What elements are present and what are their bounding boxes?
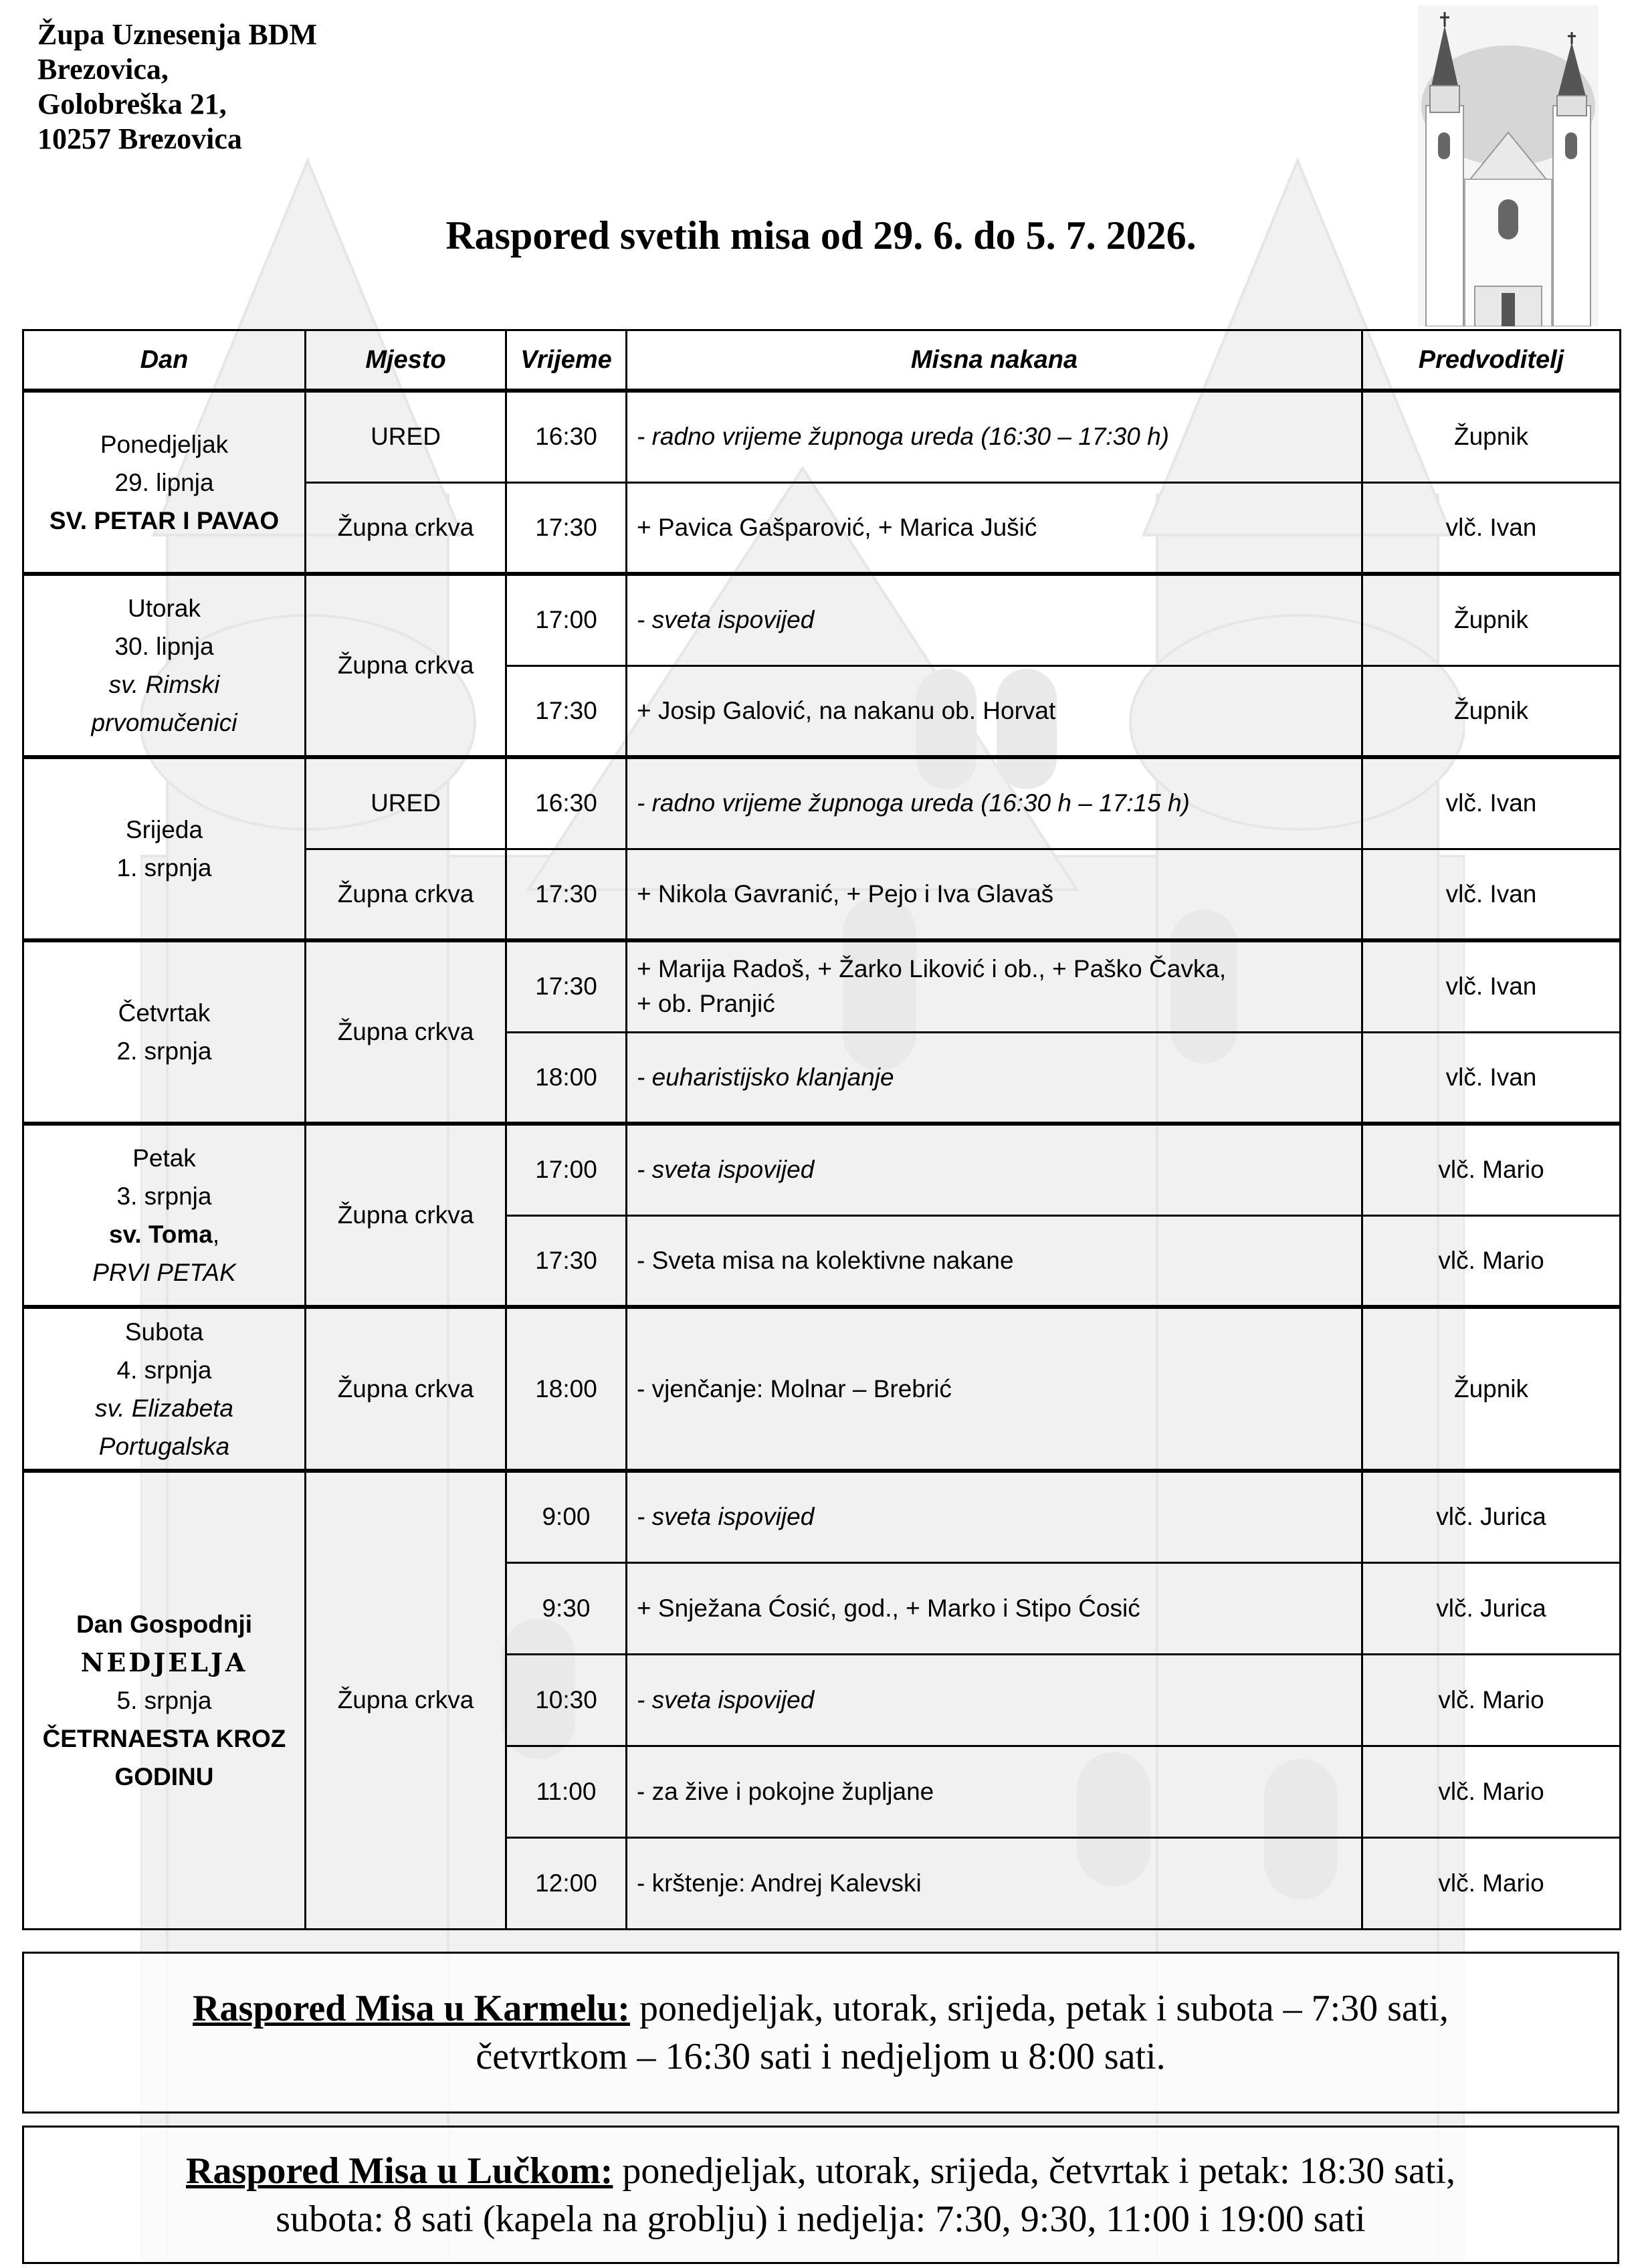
lucko-schedule-box	[22, 2126, 1619, 2264]
time-cell: 18:00	[506, 1032, 627, 1124]
karmel-line: četvrtkom – 16:30 sati i nedjeljom u 8:00 sati.	[476, 2036, 1166, 2077]
mass-schedule-table	[22, 329, 1621, 1930]
time-cell: 17:30	[506, 940, 627, 1032]
intention-cell: - sveta ispovijed	[627, 1124, 1362, 1215]
intention-cell: + Josip Galović, na nakanu ob. Horvat	[627, 665, 1362, 757]
address-line: Golobreška 21,	[37, 88, 227, 120]
day-feast: SV. PETAR I PAVAO	[49, 506, 280, 534]
day-feast: prvomučenici	[91, 709, 237, 736]
column-header-leader: Predvoditelj	[1362, 330, 1621, 391]
church-photo	[1418, 5, 1599, 326]
time-cell: 17:30	[506, 849, 627, 940]
intention-cell: - sveta ispovijed	[627, 1471, 1362, 1562]
intention-cell: - euharistijsko klanjanje	[627, 1032, 1362, 1124]
place-cell: Župna crkva	[306, 1307, 506, 1471]
time-cell: 11:00	[506, 1746, 627, 1837]
time-cell: 17:00	[506, 574, 627, 665]
leader-cell: vlč. Mario	[1362, 1215, 1621, 1307]
leader-cell: Župnik	[1362, 574, 1621, 665]
leader-cell: Župnik	[1362, 391, 1621, 482]
intention-cell: - vjenčanje: Molnar – Brebrić	[627, 1307, 1362, 1471]
intention-cell: + Snježana Ćosić, god., + Marko i Stipo Ćosić	[627, 1562, 1362, 1654]
intention-cell: + Nikola Gavranić, + Pejo i Iva Glavaš	[627, 849, 1362, 940]
intention-line: + Marija Radoš, + Žarko Liković i ob., + Paško Čavka,	[637, 955, 1227, 983]
karmel-heading: Raspored Misa u Karmelu:	[193, 1988, 630, 2029]
day-feast: sv. Elizabeta	[94, 1394, 234, 1422]
day-cell	[23, 757, 306, 940]
leader-cell: vlč. Ivan	[1362, 849, 1621, 940]
intention-cell: - radno vrijeme župnoga ureda (16:30 h – 17:15 h)	[627, 757, 1362, 849]
place-cell: Župna crkva	[306, 482, 506, 574]
day-feast: PRVI PETAK	[92, 1259, 236, 1286]
day-date: 4. srpnja	[116, 1356, 212, 1384]
time-cell: 16:30	[506, 757, 627, 849]
column-header-day: Dan	[23, 330, 306, 391]
address-line: Brezovica,	[37, 53, 169, 86]
lucko-heading: Raspored Misa u Lučkom:	[186, 2150, 613, 2192]
day-date: 1. srpnja	[116, 854, 212, 882]
leader-cell: vlč. Mario	[1362, 1746, 1621, 1837]
day-name: Petak	[132, 1144, 196, 1172]
intention-cell: - sveta ispovijed	[627, 574, 1362, 665]
day-date: 2. srpnja	[116, 1037, 212, 1065]
time-cell: 16:30	[506, 391, 627, 482]
leader-cell: vlč. Ivan	[1362, 940, 1621, 1032]
table-row	[23, 391, 1621, 482]
day-name-decorative: NEDJELJA	[80, 1647, 248, 1677]
place-cell: URED	[306, 391, 506, 482]
time-cell: 17:00	[506, 1124, 627, 1215]
day-name: Dan Gospodnji	[76, 1610, 253, 1638]
day-name: Utorak	[128, 595, 201, 622]
day-name: Četvrtak	[118, 999, 211, 1027]
time-cell: 9:30	[506, 1562, 627, 1654]
day-name: Ponedjeljak	[100, 430, 229, 458]
address-line: Župa Uznesenja BDM	[37, 18, 318, 51]
table-row	[23, 574, 1621, 665]
day-name: Subota	[124, 1318, 204, 1346]
place-cell: URED	[306, 757, 506, 849]
column-header-time: Vrijeme	[506, 330, 627, 391]
table-row	[23, 1471, 1621, 1562]
column-header-place: Mjesto	[306, 330, 506, 391]
lucko-line	[24, 2147, 1617, 2195]
intention-cell	[627, 940, 1362, 1032]
leader-cell: vlč. Jurica	[1362, 1562, 1621, 1654]
time-cell: 9:00	[506, 1471, 627, 1562]
page-title: Raspored svetih misa od 29. 6. do 5. 7. 2026.	[445, 213, 1197, 257]
intention-cell: - za žive i pokojne župljane	[627, 1746, 1362, 1837]
day-cell	[23, 1124, 306, 1307]
time-cell: 17:30	[506, 1215, 627, 1307]
day-feast	[33, 1215, 295, 1253]
day-name: Srijeda	[125, 816, 203, 843]
intention-cell: + Pavica Gašparović, + Marica Jušić	[627, 482, 1362, 574]
leader-cell: vlč. Ivan	[1362, 1032, 1621, 1124]
address-line: 10257 Brezovica	[37, 122, 242, 155]
place-cell: Župna crkva	[306, 849, 506, 940]
day-feast: sv. Rimski	[108, 671, 220, 698]
leader-cell: vlč. Mario	[1362, 1837, 1621, 1929]
place-cell: Župna crkva	[306, 1124, 506, 1307]
place-cell: Župna crkva	[306, 1471, 506, 1929]
column-header-intention: Misna nakana	[627, 330, 1362, 391]
day-cell	[23, 940, 306, 1124]
karmel-text: ponedjeljak, utorak, srijeda, petak i subota – 7:30 sati,	[629, 1988, 1449, 2029]
intention-cell: - krštenje: Andrej Kalevski	[627, 1837, 1362, 1929]
day-feast: GODINU	[114, 1762, 214, 1790]
time-cell: 12:00	[506, 1837, 627, 1929]
time-cell: 17:30	[506, 482, 627, 574]
leader-cell: vlč. Ivan	[1362, 757, 1621, 849]
leader-cell: vlč. Mario	[1362, 1654, 1621, 1746]
day-date: 29. lipnja	[114, 468, 214, 496]
place-cell: Župna crkva	[306, 574, 506, 757]
parish-address	[37, 17, 317, 157]
leader-cell: Župnik	[1362, 1307, 1621, 1471]
feast-saint: sv. Toma	[108, 1221, 213, 1248]
table-row	[23, 757, 1621, 849]
table-row	[23, 1124, 1621, 1215]
day-date: 3. srpnja	[116, 1182, 212, 1210]
intention-cell: - sveta ispovijed	[627, 1654, 1362, 1746]
day-feast: Portugalska	[98, 1432, 230, 1460]
intention-line: + ob. Pranjić	[637, 990, 775, 1018]
day-feast: ČETRNAESTA KROZ	[42, 1724, 286, 1752]
table-row	[23, 1307, 1621, 1471]
leader-cell: Župnik	[1362, 665, 1621, 757]
lucko-text: ponedjeljak, utorak, srijeda, četvrtak i petak: 18:30 sati,	[613, 2150, 1455, 2192]
leader-cell: vlč. Ivan	[1362, 482, 1621, 574]
table-row	[23, 940, 1621, 1032]
day-cell	[23, 391, 306, 574]
karmel-schedule-box	[22, 1952, 1619, 2114]
time-cell: 17:30	[506, 665, 627, 757]
karmel-line	[24, 1984, 1617, 2033]
day-cell	[23, 574, 306, 757]
place-cell: Župna crkva	[306, 940, 506, 1124]
feast-separator: ,	[212, 1221, 220, 1248]
day-cell	[23, 1471, 306, 1929]
leader-cell: vlč. Mario	[1362, 1124, 1621, 1215]
intention-cell: - radno vrijeme župnoga ureda (16:30 – 17:30 h)	[627, 391, 1362, 482]
time-cell: 18:00	[506, 1307, 627, 1471]
day-date: 5. srpnja	[116, 1686, 212, 1714]
time-cell: 10:30	[506, 1654, 627, 1746]
table-header-row	[23, 330, 1621, 391]
leader-cell: vlč. Jurica	[1362, 1471, 1621, 1562]
intention-cell: - Sveta misa na kolektivne nakane	[627, 1215, 1362, 1307]
day-cell	[23, 1307, 306, 1471]
lucko-line: subota: 8 sati (kapela na groblju) i nedjelja: 7:30, 9:30, 11:00 i 19:00 sati	[276, 2198, 1366, 2240]
day-date: 30. lipnja	[114, 633, 214, 660]
